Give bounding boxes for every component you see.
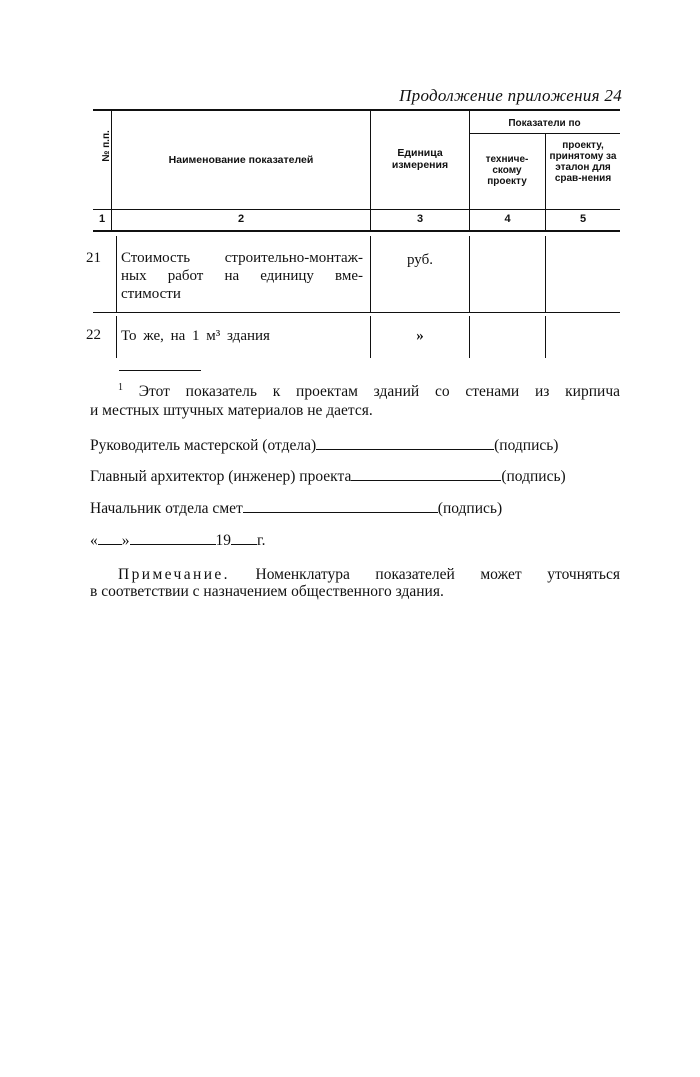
colnum-1: 1: [98, 213, 106, 225]
header-unit: Единица измерения: [391, 147, 449, 171]
header-etalon-project: проекту, принятому за эталон для срав-нения: [549, 140, 617, 184]
signature-blank-3[interactable]: [243, 498, 438, 513]
date-day-blank[interactable]: [98, 530, 122, 545]
note-line-2: в соответствии с назначением общественного здания.: [90, 583, 444, 600]
header-bottom-rule: [93, 209, 620, 210]
row-21-name: Стоимость строительно-монтаж- ных работ на единицу вме- стимости: [121, 250, 363, 302]
footnote-line-2: и местных штучных материалов не дается.: [90, 402, 373, 420]
row-22-number: 22: [86, 327, 101, 343]
header-name: Наименование показателей: [168, 154, 314, 166]
date-month-blank[interactable]: [130, 530, 216, 545]
row-21-unit: руб.: [407, 252, 433, 268]
continuation-title: Продолжение приложения 24: [399, 86, 622, 105]
signature-blank-1[interactable]: [316, 435, 494, 450]
note-line-1: Примечание. Номенклатура показателей может уточняться: [118, 566, 620, 583]
header-indicators-group: Показатели по: [508, 118, 581, 129]
row-separator: [93, 312, 620, 313]
note: [90, 566, 620, 600]
row-21-number: 21: [86, 250, 101, 266]
signature-line-3: Начальник отдела смет (подпись): [90, 500, 503, 517]
date-line: « » 19 г.: [90, 532, 266, 549]
vrule-2: [370, 111, 371, 231]
header-tech-project: техниче-скому проекту: [485, 154, 529, 187]
colnum-4: 4: [504, 213, 511, 225]
row22-vrule-4: [545, 316, 546, 358]
colnum-bottom-rule: [93, 230, 620, 232]
row-22-unit: »: [416, 328, 424, 344]
signature-blank-2[interactable]: [351, 466, 501, 481]
signature-line-2: Главный архитектор (инженер) проекта (подпись): [90, 468, 566, 485]
colnum-3: 3: [416, 213, 424, 225]
table-top-rule: [93, 109, 620, 111]
colnum-5: 5: [579, 213, 587, 225]
row22-vrule-1: [116, 316, 117, 358]
row21-vrule-4: [545, 236, 546, 312]
footnote-line-1: $^1$ Этот показатель к проектам зданий со стенами из кирпича: [118, 382, 620, 401]
row21-vrule-1: [116, 236, 117, 312]
header-number: № п.п.: [101, 130, 112, 162]
vrule-3: [469, 111, 470, 231]
date-year-blank[interactable]: [231, 530, 257, 545]
signature-line-1: Руководитель мастерской (отдела) (подпись): [90, 437, 559, 454]
note-label: Примечание.: [118, 566, 230, 583]
row22-vrule-3: [469, 316, 470, 358]
row21-vrule-3: [469, 236, 470, 312]
row-22-name: То же, на 1 м³ здания: [121, 328, 270, 344]
footnote: [90, 378, 620, 420]
row21-vrule-2: [370, 236, 371, 312]
colnum-2: 2: [237, 213, 245, 225]
footnote-rule: [119, 370, 201, 371]
